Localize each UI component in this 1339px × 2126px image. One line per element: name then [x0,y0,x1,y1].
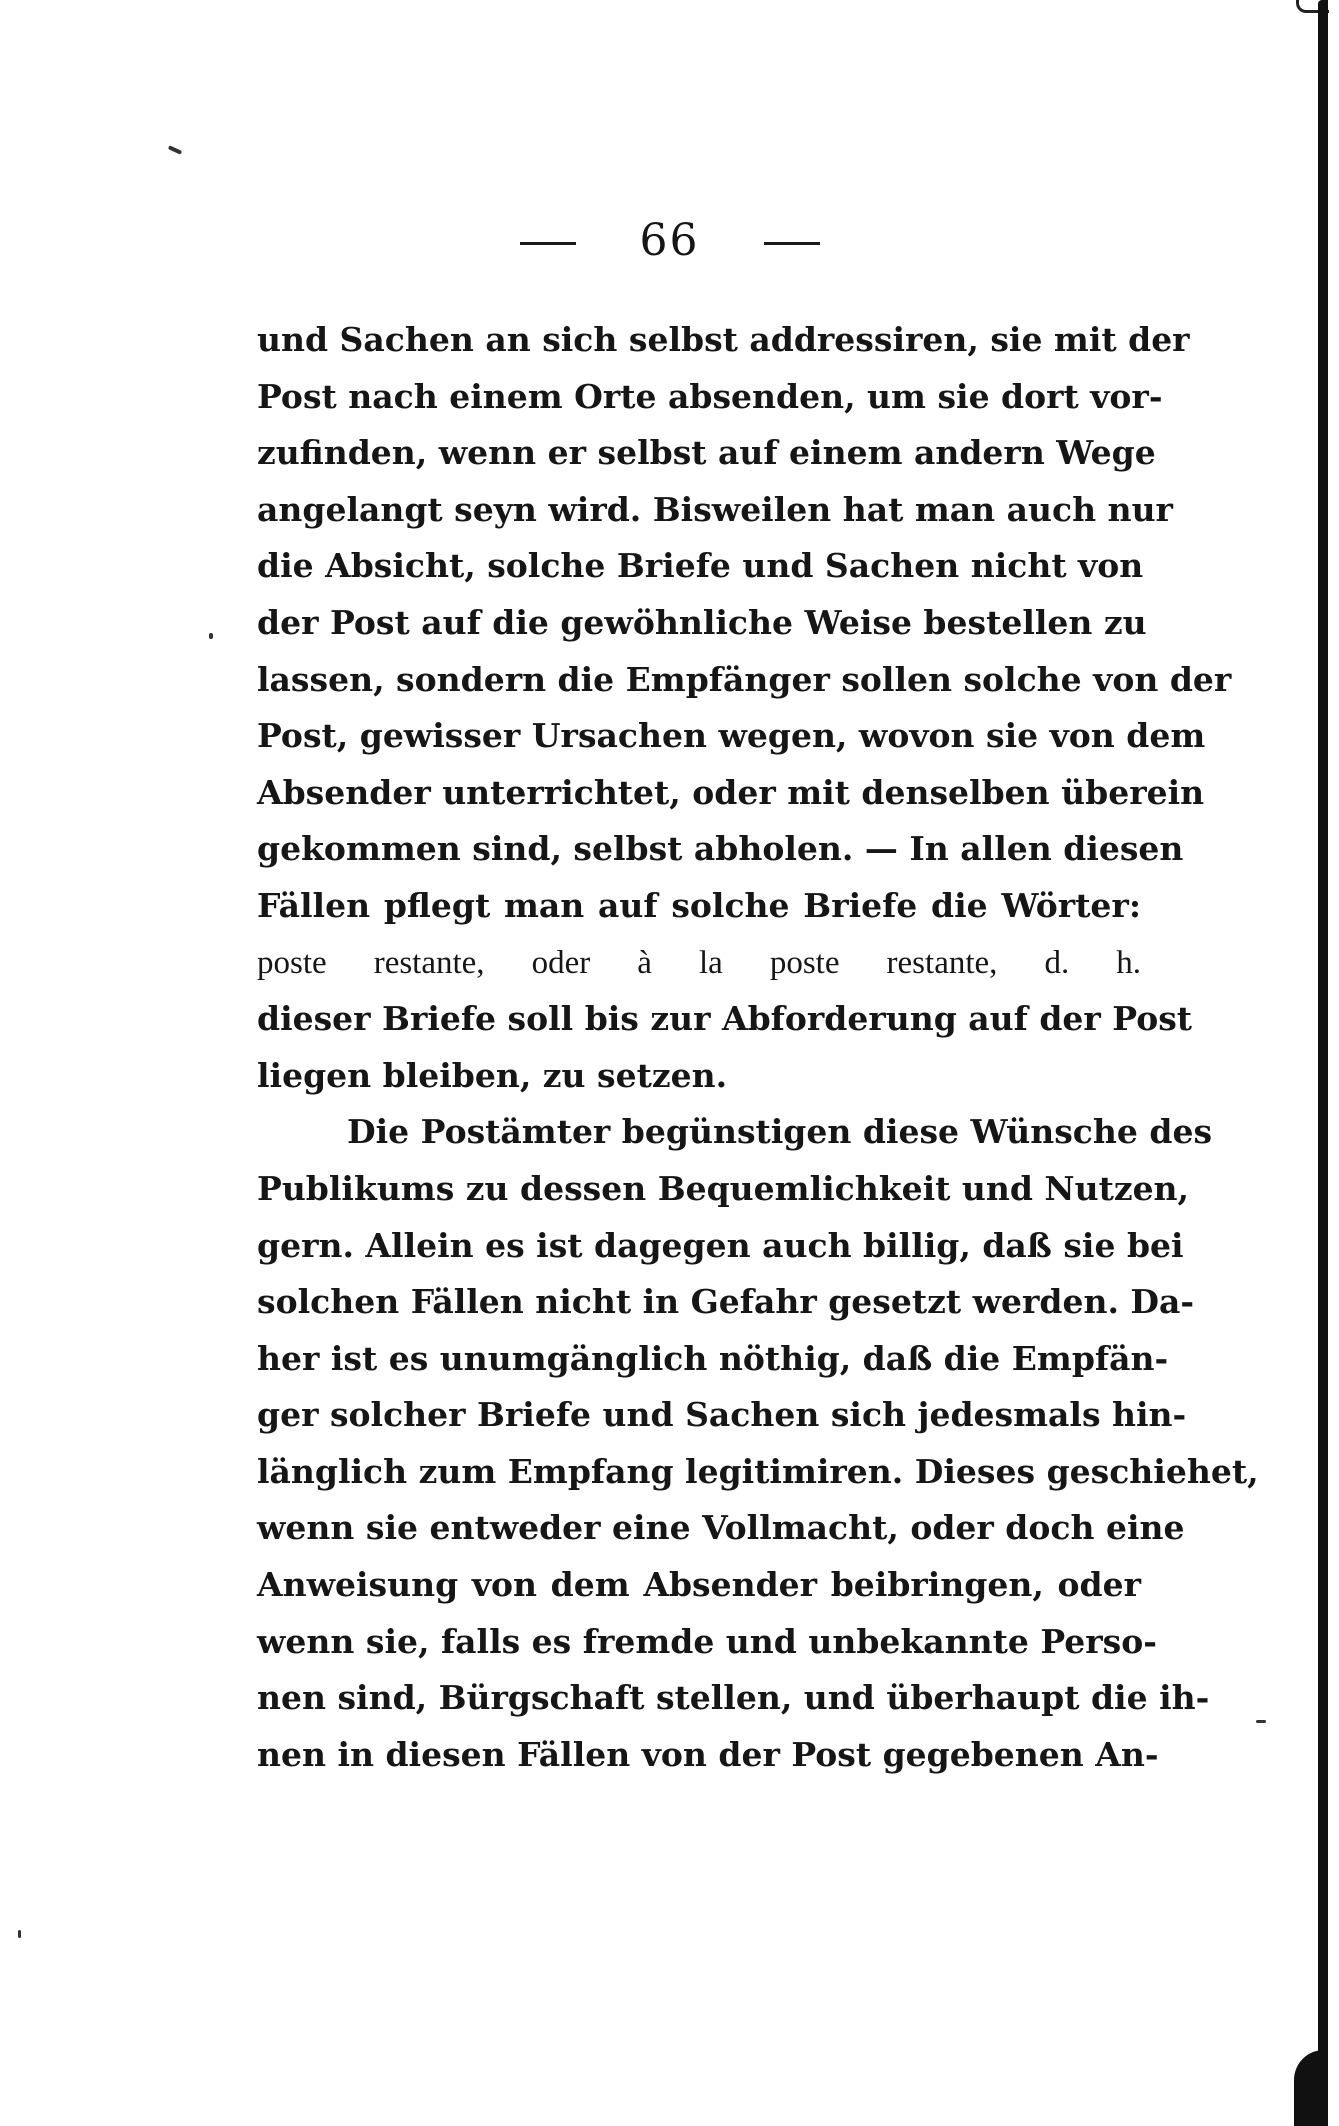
text-line: wenn sie entweder eine Vollmacht, oder doch eine [257,1508,1185,1548]
ink-speck [209,633,213,639]
text-line: Publikums zu dessen Bequemlichkeit und Nutzen, [257,1168,1190,1208]
text-line: und Sachen an sich selbst addressiren, sie mit der [257,320,1190,359]
text-line: angelangt seyn wird. Bisweilen hat man auch nur [257,489,1173,529]
text-line: wenn sie, falls es fremde und unbekannte Perso- [257,1621,1157,1661]
text-line: Absender unterrichtet, oder mit denselben überein [257,772,1205,812]
text-line: solchen Fällen nicht in Gefahr gesetzt werden. Da- [257,1282,1195,1322]
text-line: Die Postämter begünstigen diese Wünsche des [347,1112,1213,1152]
header-dash-left [520,242,576,245]
body-text [257,312,1259,1783]
text-line: poste restante, oder à la poste restante, d. h. [257,944,1141,981]
page-header [0,215,1339,266]
text-line: her ist es unumgänglich nöthig, daß die Empfän- [257,1338,1169,1378]
text-line: länglich zum Empfang legitimiren. Dieses geschiehet, [257,1451,1259,1491]
text-line: liegen bleiben, zu setzen. [257,1055,728,1095]
text-line: Fällen pflegt man auf solche Briefe die Wörter: [257,885,1141,925]
ink-speck [1256,1720,1266,1723]
text-line: gekommen sind, selbst abholen. — In allen diesen [257,829,1184,869]
text-line: der Post auf die gewöhnliche Weise bestellen zu [257,602,1147,642]
text-line: ger solcher Briefe und Sachen sich jedesmals hin- [257,1395,1187,1435]
page-number: 66 [639,215,700,266]
ink-speck [168,145,182,155]
text-line: die Absicht, solche Briefe und Sachen nicht von [257,546,1144,586]
text-line: Post nach einem Orte absenden, um sie dort vor- [257,376,1163,416]
binding-edge-foot [1294,2050,1328,2126]
text-line: lassen, sondern die Empfänger sollen solche von der [257,659,1232,699]
text-line: zufinden, wenn er selbst auf einem andern Wege [257,433,1156,473]
text-line: dieser Briefe soll bis zur Abforderung auf der Post [257,999,1193,1039]
text-line: nen sind, Bürgschaft stellen, und überhaupt die ih- [257,1678,1210,1718]
text-line: Anweisung von dem Absender beibringen, oder [257,1565,1141,1605]
text-line: Post, gewisser Ursachen wegen, wovon sie von dem [257,716,1206,756]
text-line: nen in diesen Fällen von der Post gegebenen An- [257,1734,1159,1774]
binding-edge [1318,0,1328,2126]
header-dash-right [764,242,820,245]
ink-speck [18,1930,21,1938]
text-line: gern. Allein es ist dagegen auch billig, daß sie bei [257,1225,1184,1265]
